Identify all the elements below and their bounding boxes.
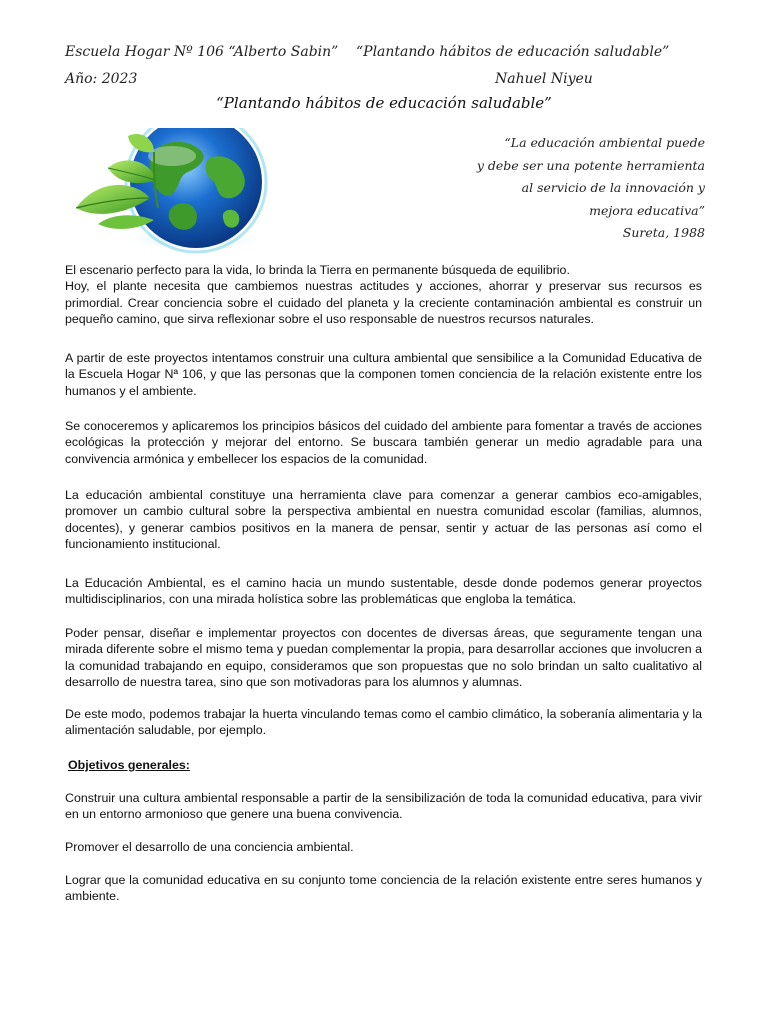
header-author: Nahuel Niyeu xyxy=(495,71,593,87)
document-title: “Plantando hábitos de educación saludable” xyxy=(216,94,552,112)
paragraph: A partir de este proyectos intentamos construir una cultura ambiental que sensibilice a la Comunidad Educativa de la Escuela Hogar Nª 106, y que las personas que la componen tomen conciencia de la relación existente entre los humanos y el ambiente. xyxy=(65,351,702,398)
quote-attribution: Sureta, 1988 xyxy=(622,225,705,241)
quote-line: “La educación ambiental puede xyxy=(504,135,705,150)
header-project: “Plantando hábitos de educación saludable” xyxy=(356,44,670,60)
intro-paragraph xyxy=(65,262,702,328)
paragraph: La educación ambiental constituye una herramienta clave para comenzar a generar cambios eco-amigables, promover un cambio cultural sobre la perspectiva ambiental en nuestra comunidad escolar (familias, alumnos, docentes), y generar cambios positivos en la manera de pensar, sentir y actuar de las personas así como el funcionamiento institucional. xyxy=(65,488,702,552)
paragraph: Se conoceremos y aplicaremos los principios básicos del cuidado del ambiente para fomentar a través de acciones ecológicas la protección y mejorar del entorno. Se buscara también generar un medio agradable para una convivencia armónica y embellecer los espacios de la comunidad. xyxy=(65,419,702,466)
intro-line-2: Hoy, el plante necesita que cambiemos nuestras actitudes y acciones, ahorrar y preservar sus recursos es primordial. Crear conciencia sobre el cuidado del planeta y la creciente contaminación ambiental es construir un pequeño camino, que sirva reflexionar sobre el uso responsable de nuestros recursos naturales. xyxy=(65,279,702,327)
earth-globe-icon xyxy=(68,128,274,254)
objectives-heading: Objetivos generales: xyxy=(68,758,190,772)
paragraph: Poder pensar, diseñar e implementar proyectos con docentes de diversas áreas, que seguramente tengan una mirada diferente sobre el mismo tema y puedan complementar la propia, para desarrollar acciones que involucren a la comunidad trabajando en equipo, consideramos que son propuestas que no solo brindan un salto cualitativo al desarrollo de nuestra tarea, sino que son motivadoras para los alumnos y alumnas. xyxy=(65,626,702,690)
paragraph: La Educación Ambiental, es el camino hacia un mundo sustentable, desde donde podemos generar proyectos multidisciplinarios, con una mirada holística sobre las problemáticas que engloba la temática. xyxy=(65,576,702,607)
epigraph-quote xyxy=(477,132,705,245)
objective-item: Lograr que la comunidad educativa en su conjunto tome conciencia de la relación existente entre seres humanos y ambiente. xyxy=(65,873,702,904)
quote-line: y debe ser una potente herramienta xyxy=(476,157,705,173)
intro-line-1: El escenario perfecto para la vida, lo brinda la Tierra en permanente búsqueda de equilibrio. xyxy=(65,263,570,277)
quote-line: al servicio de la innovación y xyxy=(521,180,705,196)
objective-item: Construir una cultura ambiental responsable a partir de la sensibilización de toda la comunidad educativa, para vivir en un entorno armonioso que genere una buena convivencia. xyxy=(65,791,702,822)
header-school: Escuela Hogar Nº 106 “Alberto Sabin” xyxy=(65,44,339,60)
paragraph: De este modo, podemos trabajar la huerta vinculando temas como el cambio climático, la soberanía alimentaria y la alimentación saludable, por ejemplo. xyxy=(65,707,702,738)
quote-line: mejora educativa” xyxy=(589,202,705,218)
header-year: Año: 2023 xyxy=(65,71,138,87)
earth-globe-image xyxy=(68,128,274,254)
objective-item: Promover el desarrollo de una conciencia ambiental. xyxy=(65,840,354,854)
